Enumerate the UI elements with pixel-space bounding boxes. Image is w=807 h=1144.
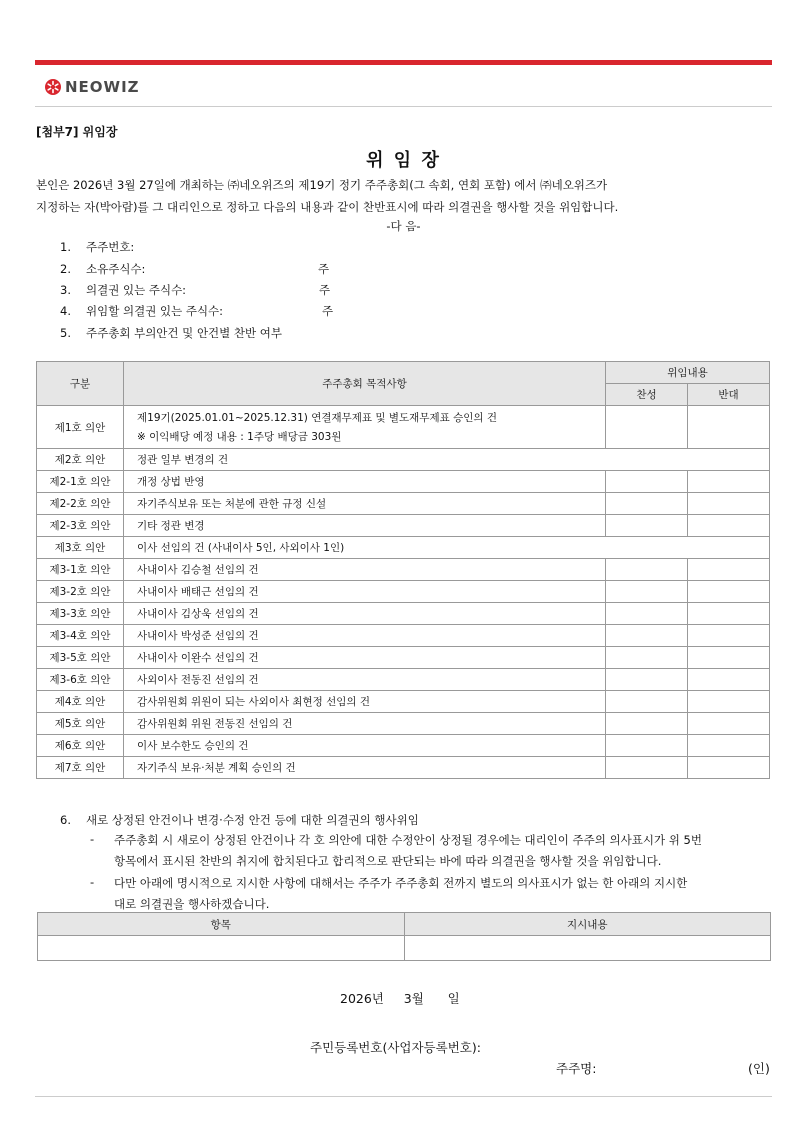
agenda-desc	[124, 713, 606, 735]
agenda-desc	[124, 757, 606, 779]
vote-against-cell[interactable]	[688, 493, 770, 515]
agenda-desc-text: 감사위원회 위원 전동진 선임의 건	[137, 718, 293, 730]
instruction-table	[37, 912, 771, 961]
agenda-desc-text: 감사위원회 위원이 되는 사외이사 최현정 선임의 건	[137, 696, 371, 708]
signature-date: 2026년 3월 일	[340, 991, 460, 1006]
neowiz-logo-icon	[44, 78, 62, 96]
col-delegation: 위임내용	[606, 362, 770, 384]
agenda-desc-text: 사외이사 전동진 선임의 건	[137, 674, 259, 686]
section6-bullet2-line2: 대로 의결권을 행사하겠습니다.	[114, 897, 270, 911]
agenda-no: 제1호 의안	[37, 406, 124, 449]
logo-text: NEOWIZ	[65, 78, 140, 96]
vote-against-cell[interactable]	[688, 625, 770, 647]
delegated-shares-unit: 주	[322, 304, 334, 318]
vote-against-cell[interactable]	[688, 581, 770, 603]
agenda-desc-text: 이사 선임의 건 (사내이사 5인, 사외이사 1인)	[137, 542, 345, 554]
vote-against-cell[interactable]	[688, 603, 770, 625]
col-for: 찬성	[606, 384, 688, 406]
header-red-bar	[35, 60, 772, 65]
item-voting-shares: 3. 의결권 있는 주식수:	[60, 283, 187, 297]
vote-for-cell[interactable]	[606, 647, 688, 669]
section6-bullet1-line2: 항목에서 표시된 찬반의 취지에 합치된다고 합리적으로 판단되는 바에 따라 의결권을 행사할 것을 위임합니다.	[114, 854, 662, 868]
agenda-no: 제3-1호 의안	[37, 559, 124, 581]
vote-for-cell[interactable]	[606, 625, 688, 647]
neowiz-logo	[44, 78, 140, 96]
dasum-heading: -다 음-	[386, 219, 421, 233]
vote-against-cell[interactable]	[688, 691, 770, 713]
vote-for-cell[interactable]	[606, 691, 688, 713]
bullet-dash-2: -	[90, 875, 95, 889]
agenda-desc-note: ※ 이익배당 예정 내용 : 1주당 배당금 303원	[137, 431, 342, 443]
vote-against-cell[interactable]	[688, 713, 770, 735]
agenda-row	[37, 471, 770, 493]
agenda-desc	[124, 691, 606, 713]
agenda-row	[37, 493, 770, 515]
vote-for-cell[interactable]	[606, 493, 688, 515]
owned-shares-unit: 주	[318, 262, 330, 276]
agenda-desc-text: 기타 정관 변경	[137, 520, 205, 532]
agenda-desc	[124, 449, 770, 471]
agenda-desc-text: 제19기(2025.01.01~2025.12.31) 연결재무제표 및 별도재무제표 승인의 건	[137, 412, 497, 424]
agenda-desc-text: 사내이사 김상욱 선임의 건	[137, 608, 259, 620]
agenda-no: 제5호 의안	[37, 713, 124, 735]
shareholder-name-label: 주주명:	[556, 1061, 597, 1076]
agenda-no: 제2-2호 의안	[37, 493, 124, 515]
agenda-no: 제3호 의안	[37, 537, 124, 559]
section6-title: 6. 새로 상정된 안건이나 변경·수정 안건 등에 대한 의결권의 행사위임	[60, 813, 419, 827]
seal-label: (인)	[748, 1061, 770, 1076]
agenda-row	[37, 691, 770, 713]
vote-for-cell[interactable]	[606, 735, 688, 757]
item-owned-shares: 2. 소유주식수:	[60, 262, 146, 276]
vote-against-cell[interactable]	[688, 757, 770, 779]
agenda-table	[36, 361, 770, 779]
document-title: 위 임 장	[366, 150, 441, 171]
attachment-label: [첨부7] 위임장	[36, 125, 118, 139]
agenda-no: 제4호 의안	[37, 691, 124, 713]
agenda-desc	[124, 406, 606, 449]
agenda-desc	[124, 603, 606, 625]
agenda-row	[37, 581, 770, 603]
agenda-no: 제3-6호 의안	[37, 669, 124, 691]
vote-for-cell[interactable]	[606, 603, 688, 625]
agenda-row	[37, 735, 770, 757]
voting-shares-unit: 주	[319, 283, 331, 297]
agenda-row	[37, 449, 770, 471]
agenda-desc-text: 자기주식보유 또는 처분에 관한 규정 신설	[137, 498, 327, 510]
col-instruction: 지시내용	[404, 913, 771, 936]
vote-for-cell[interactable]	[606, 471, 688, 493]
col-matter: 주주총회 목적사항	[124, 362, 606, 406]
agenda-no: 제2호 의안	[37, 449, 124, 471]
agenda-desc-text: 개정 상법 반영	[137, 476, 205, 488]
section6-bullet2-line1: 다만 아래에 명시적으로 지시한 사항에 대해서는 주주가 주주총회 전까지 별도의 의사표시가 없는 한 아래의 지시한	[114, 876, 688, 890]
agenda-desc	[124, 559, 606, 581]
agenda-desc	[124, 625, 606, 647]
vote-for-cell[interactable]	[606, 713, 688, 735]
agenda-desc	[124, 669, 606, 691]
agenda-desc-text: 이사 보수한도 승인의 건	[137, 740, 249, 752]
footer-divider	[35, 1096, 772, 1097]
instruction-item-cell[interactable]	[38, 936, 405, 961]
agenda-desc	[124, 735, 606, 757]
agenda-no: 제3-4호 의안	[37, 625, 124, 647]
agenda-row	[37, 625, 770, 647]
agenda-desc	[124, 515, 606, 537]
agenda-row	[37, 406, 770, 449]
col-against: 반대	[688, 384, 770, 406]
agenda-desc	[124, 537, 770, 559]
agenda-row	[37, 713, 770, 735]
section6-bullet1-line1: 주주총회 시 새로이 상정된 안건이나 각 호 의안에 대한 수정안이 상정될 경우에는 대리인이 주주의 의사표시가 위 5번	[114, 833, 702, 847]
agenda-desc	[124, 581, 606, 603]
item-agenda-votes: 5. 주주총회 부의안건 및 안건별 찬반 여부	[60, 326, 283, 340]
agenda-no: 제3-2호 의안	[37, 581, 124, 603]
agenda-row	[37, 559, 770, 581]
intro-line-2: 지정하는 자(박아람)를 그 대리인으로 정하고 다음의 내용과 같이 찬반표시에 따라 의결권을 행사할 것을 위임합니다.	[36, 200, 619, 214]
agenda-no: 제3-3호 의안	[37, 603, 124, 625]
agenda-row	[37, 757, 770, 779]
header-divider	[35, 106, 772, 107]
agenda-desc	[124, 471, 606, 493]
vote-for-cell[interactable]	[606, 757, 688, 779]
vote-against-cell[interactable]	[688, 647, 770, 669]
instruction-content-cell[interactable]	[404, 936, 771, 961]
agenda-no: 제3-5호 의안	[37, 647, 124, 669]
agenda-desc-text: 자기주식 보유·처분 계획 승인의 건	[137, 762, 296, 774]
vote-against-cell[interactable]	[688, 735, 770, 757]
agenda-desc-text: 사내이사 김승철 선임의 건	[137, 564, 259, 576]
agenda-no: 제7호 의안	[37, 757, 124, 779]
agenda-desc-text: 사내이사 박성준 선임의 건	[137, 630, 259, 642]
agenda-row	[37, 537, 770, 559]
item-delegated-shares: 4. 위임할 의결권 있는 주식수:	[60, 304, 224, 318]
agenda-row	[37, 603, 770, 625]
vote-for-cell[interactable]	[606, 669, 688, 691]
agenda-desc	[124, 493, 606, 515]
agenda-desc	[124, 647, 606, 669]
resident-no-label: 주민등록번호(사업자등록번호):	[310, 1040, 481, 1055]
vote-against-cell[interactable]	[688, 471, 770, 493]
vote-for-cell[interactable]	[606, 515, 688, 537]
agenda-desc-text: 사내이사 배태근 선임의 건	[137, 586, 259, 598]
vote-against-cell[interactable]	[688, 559, 770, 581]
vote-against-cell[interactable]	[688, 515, 770, 537]
agenda-row	[37, 647, 770, 669]
agenda-desc-text: 정관 일부 변경의 건	[137, 454, 229, 466]
vote-for-cell[interactable]	[606, 559, 688, 581]
intro-line-1: 본인은 2026년 3월 27일에 개최하는 ㈜네오위즈의 제19기 정기 주주총회(그 속회, 연회 포함) 에서 ㈜네오위즈가	[36, 178, 608, 192]
agenda-no: 제2-1호 의안	[37, 471, 124, 493]
vote-for-cell[interactable]	[606, 406, 688, 449]
col-item: 항목	[38, 913, 405, 936]
agenda-no: 제6호 의안	[37, 735, 124, 757]
agenda-row	[37, 669, 770, 691]
bullet-dash-1: -	[90, 832, 95, 846]
vote-against-cell[interactable]	[688, 669, 770, 691]
col-category: 구분	[37, 362, 124, 406]
item-shareholder-no: 1. 주주번호:	[60, 240, 135, 254]
agenda-desc-text: 사내이사 이완수 선임의 건	[137, 652, 259, 664]
agenda-row	[37, 515, 770, 537]
agenda-no: 제2-3호 의안	[37, 515, 124, 537]
vote-against-cell[interactable]	[688, 406, 770, 449]
vote-for-cell[interactable]	[606, 581, 688, 603]
